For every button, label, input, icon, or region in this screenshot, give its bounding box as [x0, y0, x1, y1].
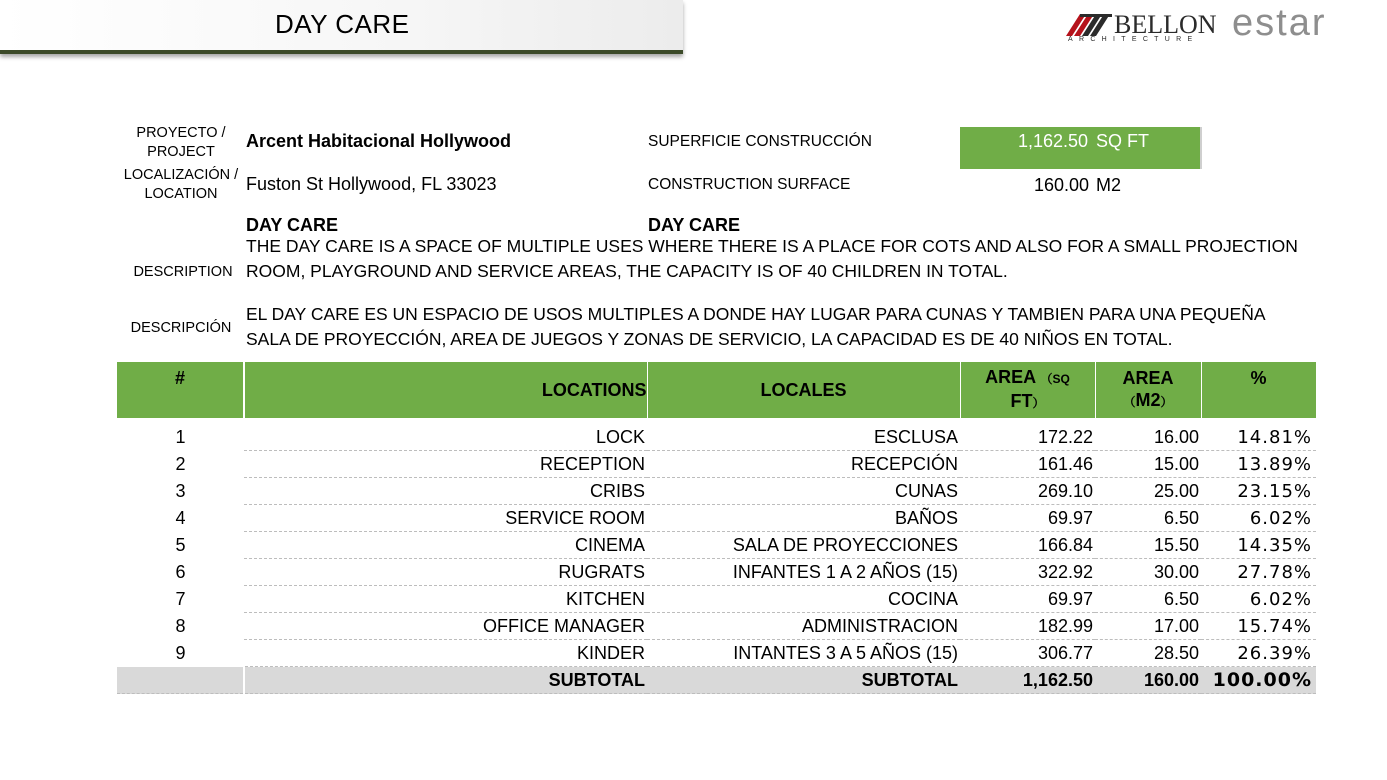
table-row — [117, 478, 1316, 505]
header-area-sqft — [960, 362, 1095, 418]
row-location: OFFICE MANAGER — [244, 613, 647, 640]
subtotal-row — [117, 667, 1316, 694]
header-area-sqft-d: ） — [1032, 396, 1045, 410]
table-row — [117, 451, 1316, 478]
subtotal-pct: 100.00% — [1201, 667, 1316, 694]
location-value: Fuston St Hollywood, FL 33023 — [246, 174, 497, 194]
subtotal-local: SUBTOTAL — [647, 667, 960, 694]
row-local: SALA DE PROYECCIONES — [647, 532, 960, 559]
header-area-sqft-a: AREA — [985, 367, 1036, 387]
table-row — [117, 586, 1316, 613]
row-location: KINDER — [244, 640, 647, 667]
row-num: 1 — [175, 426, 186, 447]
header-area-m2-a: AREA — [1122, 368, 1174, 388]
row-num: 4 — [175, 507, 186, 528]
bellon-subtitle: ARCHITECTURE — [1068, 36, 1199, 43]
title-bar — [0, 0, 683, 54]
row-pct: 23.15% — [1201, 478, 1316, 505]
header-pct: % — [1201, 362, 1316, 418]
row-local: COCINA — [647, 586, 960, 613]
subtotal-blank-cell — [117, 667, 244, 694]
table-row — [117, 559, 1316, 586]
description-label: DESCRIPTION — [133, 264, 233, 280]
row-local: RECEPCIÓN — [647, 451, 960, 478]
estar-wordmark: estar — [1232, 2, 1327, 44]
row-num: 9 — [175, 642, 186, 663]
row-num: 8 — [175, 615, 186, 636]
header-area-m2 — [1095, 362, 1201, 418]
row-area-m2: 6.50 — [1095, 586, 1201, 613]
table-header — [117, 362, 1316, 418]
bellon-wordmark: BELLON — [1114, 10, 1217, 39]
row-pct: 14.35% — [1201, 532, 1316, 559]
table-row — [117, 532, 1316, 559]
row-num: 2 — [175, 453, 186, 474]
row-area-sqft: 322.92 — [960, 559, 1095, 586]
descripcion-label: DESCRIPCIÓN — [130, 320, 232, 336]
surface-sqft-unit: SQ FT — [1096, 131, 1149, 151]
row-area-sqft: 182.99 — [960, 613, 1095, 640]
header-locales: LOCALES — [647, 362, 960, 418]
row-local: BAÑOS — [647, 505, 960, 532]
surface-sqft-box — [960, 127, 1202, 169]
company-logo — [1066, 2, 1381, 44]
row-area-m2: 28.50 — [1095, 640, 1201, 667]
row-area-sqft: 306.77 — [960, 640, 1095, 667]
row-area-sqft: 172.22 — [960, 424, 1095, 451]
name-es: DAY CARE — [648, 215, 741, 235]
surface-sqft-value: 1,162.50 — [1018, 131, 1089, 151]
row-local: INFANTES 1 A 2 AÑOS (15) — [647, 559, 960, 586]
header-area-m2-b: （ — [1123, 395, 1136, 409]
row-pct: 27.78% — [1201, 559, 1316, 586]
row-location: LOCK — [244, 424, 647, 451]
surface-label-es: SUPERFICIE CONSTRUCCIÓN — [648, 133, 872, 150]
row-area-m2: 15.50 — [1095, 532, 1201, 559]
table-row — [117, 424, 1316, 451]
row-area-sqft: 161.46 — [960, 451, 1095, 478]
surface-label-en: CONSTRUCTION SURFACE — [648, 176, 851, 193]
description-text: THE DAY CARE IS A SPACE OF MULTIPLE USES WHERE THERE IS A PLACE FOR COTS AND ALSO FOR A SMALL PROJECTION ROOM, PLAYGROUND AND SERVICE AREAS, THE CAPACITY IS OF 40 CHILDREN IN TOTAL. — [246, 236, 1298, 281]
table-row — [117, 640, 1316, 667]
row-location: KITCHEN — [244, 586, 647, 613]
row-area-sqft: 69.97 — [960, 505, 1095, 532]
row-pct: 13.89% — [1201, 451, 1316, 478]
surface-m2-value: 160.00 — [1034, 175, 1090, 195]
row-local: ADMINISTRACION — [647, 613, 960, 640]
subtotal-area-sqft: 1,162.50 — [960, 667, 1095, 694]
table-row — [117, 505, 1316, 532]
header-locations: LOCATIONS — [244, 362, 647, 418]
row-area-m2: 6.50 — [1095, 505, 1201, 532]
header-area-sqft-c: FT — [1010, 391, 1033, 411]
row-area-m2: 16.00 — [1095, 424, 1201, 451]
header-area-sqft-b: （SQ — [1040, 372, 1070, 386]
areas-table — [117, 362, 1317, 694]
table-row — [117, 613, 1316, 640]
row-pct: 14.81% — [1201, 424, 1316, 451]
bellon-roof-icon — [1066, 14, 1114, 36]
row-local: ESCLUSA — [647, 424, 960, 451]
location-label: LOCALIZACIÓN / LOCATION — [123, 167, 239, 202]
row-num: 7 — [175, 588, 186, 609]
page-title: DAY CARE — [275, 9, 410, 39]
project-value: Arcent Habitacional Hollywood — [246, 131, 512, 151]
surface-m2-unit: M2 — [1096, 175, 1122, 195]
header-area-m2-d: ） — [1160, 395, 1173, 409]
row-location: SERVICE ROOM — [244, 505, 647, 532]
row-pct: 6.02% — [1201, 586, 1316, 613]
row-location: RECEPTION — [244, 451, 647, 478]
header-area-m2-c: M2 — [1135, 390, 1161, 410]
row-area-m2: 17.00 — [1095, 613, 1201, 640]
row-local: CUNAS — [647, 478, 960, 505]
row-area-sqft: 69.97 — [960, 586, 1095, 613]
row-area-sqft: 166.84 — [960, 532, 1095, 559]
row-num: 5 — [175, 534, 186, 555]
row-area-sqft: 269.10 — [960, 478, 1095, 505]
row-location: RUGRATS — [244, 559, 647, 586]
descripcion-text: EL DAY CARE ES UN ESPACIO DE USOS MULTIPLES A DONDE HAY LUGAR PARA CUNAS Y TAMBIEN PARA UNA PEQUEÑA SALA DE PROYECCIÓN, AREA DE JUEGOS Y ZONAS DE SERVICIO, LA CAPACIDAD ES DE 40 NIÑOS EN TOTAL. — [246, 304, 1265, 349]
row-area-m2: 30.00 — [1095, 559, 1201, 586]
row-pct: 6.02% — [1201, 505, 1316, 532]
name-en: DAY CARE — [246, 215, 339, 235]
project-label: PROYECTO / PROJECT — [136, 125, 226, 160]
row-num: 6 — [175, 561, 186, 582]
row-area-m2: 25.00 — [1095, 478, 1201, 505]
row-area-m2: 15.00 — [1095, 451, 1201, 478]
row-num: 3 — [175, 480, 186, 501]
row-pct: 15.74% — [1201, 613, 1316, 640]
row-local: INTANTES 3 A 5 AÑOS (15) — [647, 640, 960, 667]
subtotal-area-m2: 160.00 — [1095, 667, 1201, 694]
row-location: CINEMA — [244, 532, 647, 559]
subtotal-location: SUBTOTAL — [244, 667, 647, 694]
row-location: CRIBS — [244, 478, 647, 505]
row-pct: 26.39% — [1201, 640, 1316, 667]
header-num: # — [117, 362, 244, 418]
